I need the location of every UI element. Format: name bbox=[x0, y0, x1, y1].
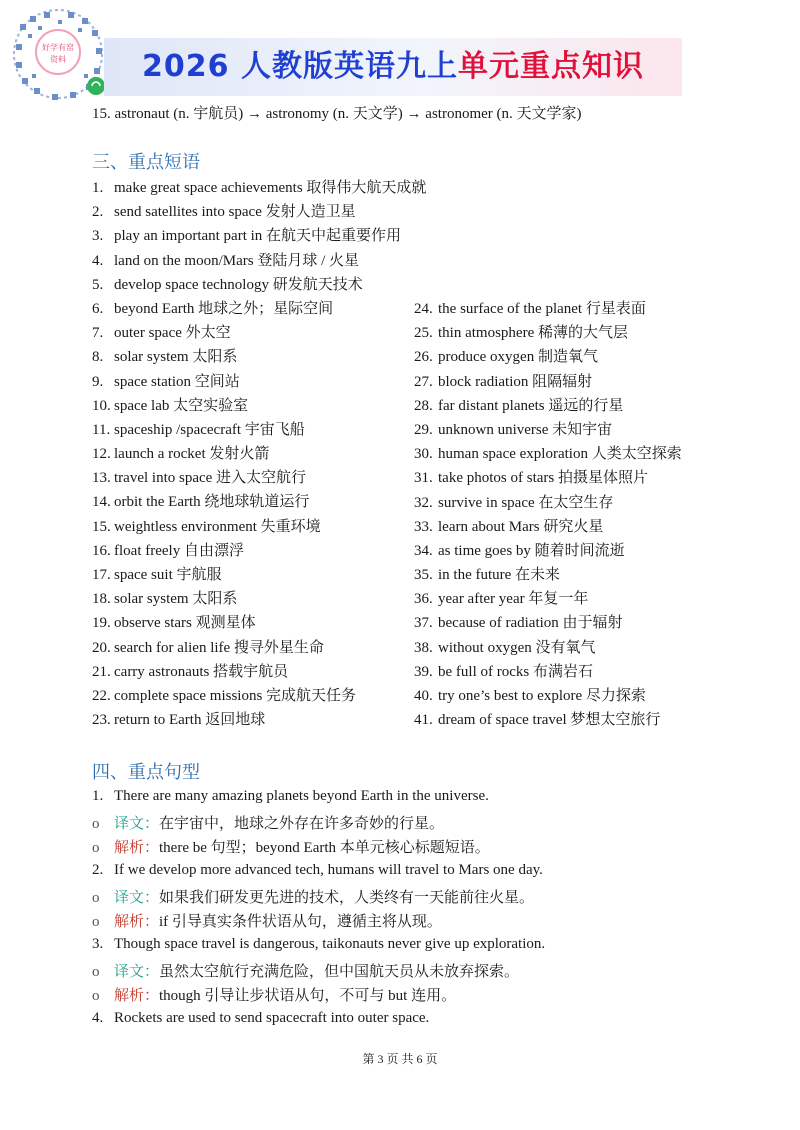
phrase-text: thin atmosphere 稀薄的大气层 bbox=[438, 325, 628, 342]
phrase-text: carry astronauts 搭载宇航员 bbox=[114, 663, 289, 680]
phrase-number: 35. bbox=[414, 567, 433, 584]
translation-label: 译文： bbox=[114, 890, 160, 906]
translation-text: 如果我们研发更先进的技术，人类终有一天能前往火星。 bbox=[159, 890, 535, 906]
phrase-text: solar system 太阳系 bbox=[114, 349, 238, 366]
translation-text: 在宇宙中，地球之外存在许多奇妙的行星。 bbox=[159, 816, 445, 832]
phrase-text: try one’s best to explore 尽力探索 bbox=[438, 688, 646, 704]
phrase-item bbox=[414, 611, 682, 635]
translation-text: 虽然太空航行充满危险，但中国航天员从未放弃探索。 bbox=[159, 964, 520, 980]
phrase-number: 5. bbox=[92, 276, 104, 293]
phrase-text: orbit the Earth 绕地球轨道运行 bbox=[114, 494, 310, 511]
phrase-text: complete space missions 完成航天任务 bbox=[114, 687, 357, 704]
phrase-number: 34. bbox=[414, 542, 433, 559]
phrase-number: 16. bbox=[92, 542, 111, 559]
phrase-text: unknown universe 未知宇宙 bbox=[438, 421, 613, 438]
bullet-icon: o bbox=[92, 988, 100, 1004]
phrase-text: float freely 自由漂浮 bbox=[114, 542, 244, 559]
analysis-text: though 引导让步状语从句，不可与 but 连用。 bbox=[159, 988, 457, 1004]
phrase-text: learn about Mars 研究火星 bbox=[438, 518, 604, 535]
phrase-text: search for alien life 搜寻外星生命 bbox=[114, 639, 324, 656]
phrase-item bbox=[92, 660, 426, 684]
phrase-item bbox=[92, 539, 426, 563]
sentence-english: Rockets are used to send spacecraft into outer space. bbox=[114, 1010, 430, 1026]
phrase-text: space lab 太空实验室 bbox=[114, 397, 249, 414]
phrase-text: far distant planets 遥远的行星 bbox=[438, 397, 624, 414]
sentence-english: If we develop more advanced tech, humans will travel to Mars one day. bbox=[114, 862, 543, 878]
phrase-text: travel into space 进入太空航行 bbox=[114, 470, 307, 487]
phrase-number: 20. bbox=[92, 639, 111, 656]
phrase-number: 38. bbox=[414, 639, 433, 656]
phrase-text: send satellites into space 发射人造卫星 bbox=[114, 204, 356, 221]
phrase-text: land on the moon/Mars 登陆月球 / 火星 bbox=[114, 252, 359, 269]
page-title bbox=[104, 38, 682, 96]
phrase-text: be full of rocks 布满岩石 bbox=[438, 663, 593, 680]
section-heading-sentences: 四、重点句型 bbox=[92, 762, 200, 783]
phrase-text: space suit 宇航服 bbox=[114, 567, 222, 583]
phrase-number: 41. bbox=[414, 712, 433, 729]
analysis-line bbox=[92, 984, 456, 1005]
phrase-item bbox=[414, 466, 682, 490]
phrase-item bbox=[92, 418, 426, 442]
phrase-item bbox=[92, 490, 426, 514]
phrase-number: 8. bbox=[92, 349, 104, 366]
phrase-text: develop space technology 研发航天技术 bbox=[114, 276, 363, 293]
phrase-item bbox=[92, 321, 426, 345]
phrase-item bbox=[92, 563, 426, 587]
phrase-text: outer space 外太空 bbox=[114, 325, 231, 342]
phrase-text: beyond Earth 地球之外；星际空间 bbox=[114, 300, 334, 317]
analysis-label: 解析： bbox=[114, 840, 160, 856]
phrase-item bbox=[92, 297, 426, 321]
phrase-item bbox=[414, 684, 682, 708]
phrase-item bbox=[92, 370, 426, 394]
phrase-number: 11. bbox=[92, 421, 111, 438]
phrase-text: take photos of stars 拍摄星体照片 bbox=[438, 470, 648, 487]
sentence-item bbox=[92, 936, 545, 953]
phrase-number: 23. bbox=[92, 712, 111, 729]
bullet-icon: o bbox=[92, 816, 100, 832]
phrase-item bbox=[92, 636, 426, 660]
phrase-item bbox=[414, 515, 682, 539]
phrase-text: dream of space travel 梦想太空旅行 bbox=[438, 712, 661, 729]
title-red-part: 单元重点知识 bbox=[457, 49, 644, 84]
phrase-text: weightless environment 失重环境 bbox=[114, 518, 321, 535]
phrase-item bbox=[92, 708, 426, 732]
phrase-number: 4. bbox=[92, 252, 104, 269]
phrase-item bbox=[92, 176, 426, 200]
phrase-number: 14. bbox=[92, 494, 111, 511]
phrase-number: 12. bbox=[92, 446, 111, 463]
sentence-number: 3. bbox=[92, 936, 104, 952]
phrase-item bbox=[414, 563, 682, 587]
phrase-number: 36. bbox=[414, 591, 433, 608]
phrase-number: 19. bbox=[92, 615, 111, 632]
phrase-text: return to Earth 返回地球 bbox=[114, 712, 266, 729]
bullet-icon: o bbox=[92, 914, 100, 930]
phrase-number: 25. bbox=[414, 325, 433, 342]
translation-line bbox=[92, 812, 444, 833]
analysis-label: 解析： bbox=[114, 988, 160, 1004]
translation-label: 译文： bbox=[114, 816, 160, 832]
phrase-number: 13. bbox=[92, 470, 111, 487]
sentence-number: 2. bbox=[92, 862, 104, 878]
phrase-text: because of radiation 由于辐射 bbox=[438, 615, 623, 632]
bullet-icon: o bbox=[92, 890, 100, 906]
phrase-number: 39. bbox=[414, 663, 433, 680]
phrase-text: observe stars 观测星体 bbox=[114, 615, 256, 632]
phrase-item bbox=[414, 394, 682, 418]
analysis-line bbox=[92, 836, 490, 857]
phrase-number: 30. bbox=[414, 446, 433, 463]
bullet-icon: o bbox=[92, 840, 100, 856]
sentence-item bbox=[92, 862, 543, 879]
sentence-item bbox=[92, 1010, 429, 1027]
phrase-text: in the future 在未来 bbox=[438, 567, 561, 584]
phrase-text: survive in space 在太空生存 bbox=[438, 494, 614, 511]
title-banner bbox=[104, 38, 682, 96]
phrase-item bbox=[414, 442, 682, 466]
phrase-text: spaceship /spacecraft 宇宙飞船 bbox=[114, 421, 305, 438]
sentence-english: There are many amazing planets beyond Earth in the universe. bbox=[114, 788, 489, 804]
phrase-item bbox=[414, 297, 682, 321]
phrase-item bbox=[92, 394, 426, 418]
phrase-text: produce oxygen 制造氧气 bbox=[438, 349, 598, 366]
translation-line bbox=[92, 960, 519, 981]
phrase-item bbox=[92, 345, 426, 369]
page-footer: 第 3 页 共 6 页 bbox=[362, 1052, 438, 1066]
analysis-line bbox=[92, 910, 442, 931]
phrase-number: 9. bbox=[92, 373, 104, 390]
phrase-text: make great space achievements 取得伟大航天成就 bbox=[114, 180, 427, 196]
phrase-number: 18. bbox=[92, 591, 111, 608]
phrase-text: without oxygen 没有氧气 bbox=[438, 639, 596, 656]
analysis-label: 解析： bbox=[114, 914, 160, 930]
phrase-text: solar system 太阳系 bbox=[114, 591, 238, 608]
phrase-item bbox=[414, 708, 682, 732]
phrase-number: 2. bbox=[92, 204, 104, 221]
phrase-item bbox=[92, 224, 426, 248]
phrases-left-column bbox=[92, 176, 426, 732]
svg-text:资料: 资料 bbox=[50, 55, 66, 64]
phrase-item bbox=[92, 587, 426, 611]
phrase-number: 31. bbox=[414, 470, 433, 487]
translation-label: 译文： bbox=[114, 964, 160, 980]
sentence-number: 1. bbox=[92, 788, 104, 804]
page-header bbox=[0, 0, 800, 106]
phrase-number: 22. bbox=[92, 687, 111, 704]
phrase-number: 29. bbox=[414, 421, 433, 438]
title-blue-part: 2026 人教版英语九上 bbox=[142, 49, 458, 84]
phrases-right-column bbox=[414, 297, 682, 732]
phrase-number: 15. bbox=[92, 518, 111, 535]
phrase-number: 27. bbox=[414, 373, 433, 390]
phrase-text: block radiation 阻隔辐射 bbox=[438, 373, 593, 390]
phrase-number: 40. bbox=[414, 688, 433, 704]
sentence-english: Though space travel is dangerous, taikonauts never give up exploration. bbox=[114, 936, 546, 952]
phrase-text: human space exploration 人类太空探索 bbox=[438, 446, 682, 463]
translation-line bbox=[92, 886, 534, 907]
phrase-text: launch a rocket 发射火箭 bbox=[114, 446, 270, 463]
phrase-number: 28. bbox=[414, 397, 433, 414]
phrase-text: the surface of the planet 行星表面 bbox=[438, 301, 646, 317]
phrase-item bbox=[414, 636, 682, 660]
phrase-number: 6. bbox=[92, 300, 104, 317]
phrase-number: 3. bbox=[92, 228, 104, 245]
qr-code-logo bbox=[8, 4, 108, 104]
phrase-number: 26. bbox=[414, 349, 433, 366]
phrase-number: 37. bbox=[414, 615, 433, 632]
vocab-item-15: 15. astronaut (n. 宇航员) → astronomy (n. 天文学) → astronomer (n. 天文学家) bbox=[92, 106, 582, 122]
phrase-text: as time goes by 随着时间流逝 bbox=[438, 542, 625, 559]
phrase-item bbox=[414, 345, 682, 369]
phrase-item bbox=[92, 249, 426, 273]
phrase-number: 33. bbox=[414, 518, 433, 535]
phrase-number: 1. bbox=[92, 180, 104, 196]
phrase-item bbox=[92, 611, 426, 635]
phrase-item bbox=[92, 684, 426, 708]
sentence-number: 4. bbox=[92, 1010, 104, 1026]
phrase-number: 10. bbox=[92, 397, 111, 414]
phrase-item bbox=[414, 418, 682, 442]
phrase-number: 17. bbox=[92, 567, 111, 583]
phrase-item bbox=[92, 200, 426, 224]
phrase-item bbox=[92, 515, 426, 539]
phrase-number: 7. bbox=[92, 325, 104, 342]
phrase-item bbox=[414, 321, 682, 345]
svg-text:好学有窑: 好学有窑 bbox=[42, 43, 74, 52]
phrase-item bbox=[92, 442, 426, 466]
phrase-item bbox=[92, 466, 426, 490]
phrase-item bbox=[414, 370, 682, 394]
phrase-item bbox=[414, 660, 682, 684]
section-heading-phrases: 三、重点短语 bbox=[92, 152, 200, 173]
phrase-text: space station 空间站 bbox=[114, 373, 240, 390]
phrase-item bbox=[414, 491, 682, 515]
analysis-text: if 引导真实条件状语从句，遵循主将从现。 bbox=[159, 914, 442, 930]
phrase-number: 24. bbox=[414, 301, 433, 317]
analysis-text: there be 句型；beyond Earth 本单元核心标题短语。 bbox=[159, 840, 490, 856]
phrase-item bbox=[414, 587, 682, 611]
phrase-item bbox=[414, 539, 682, 563]
bullet-icon: o bbox=[92, 964, 100, 980]
phrase-number: 21. bbox=[92, 663, 111, 680]
phrase-item bbox=[92, 273, 426, 297]
phrase-number: 32. bbox=[414, 494, 433, 511]
phrase-text: play an important part in 在航天中起重要作用 bbox=[114, 228, 402, 245]
phrase-text: year after year 年复一年 bbox=[438, 591, 589, 608]
sentence-item bbox=[92, 788, 489, 805]
